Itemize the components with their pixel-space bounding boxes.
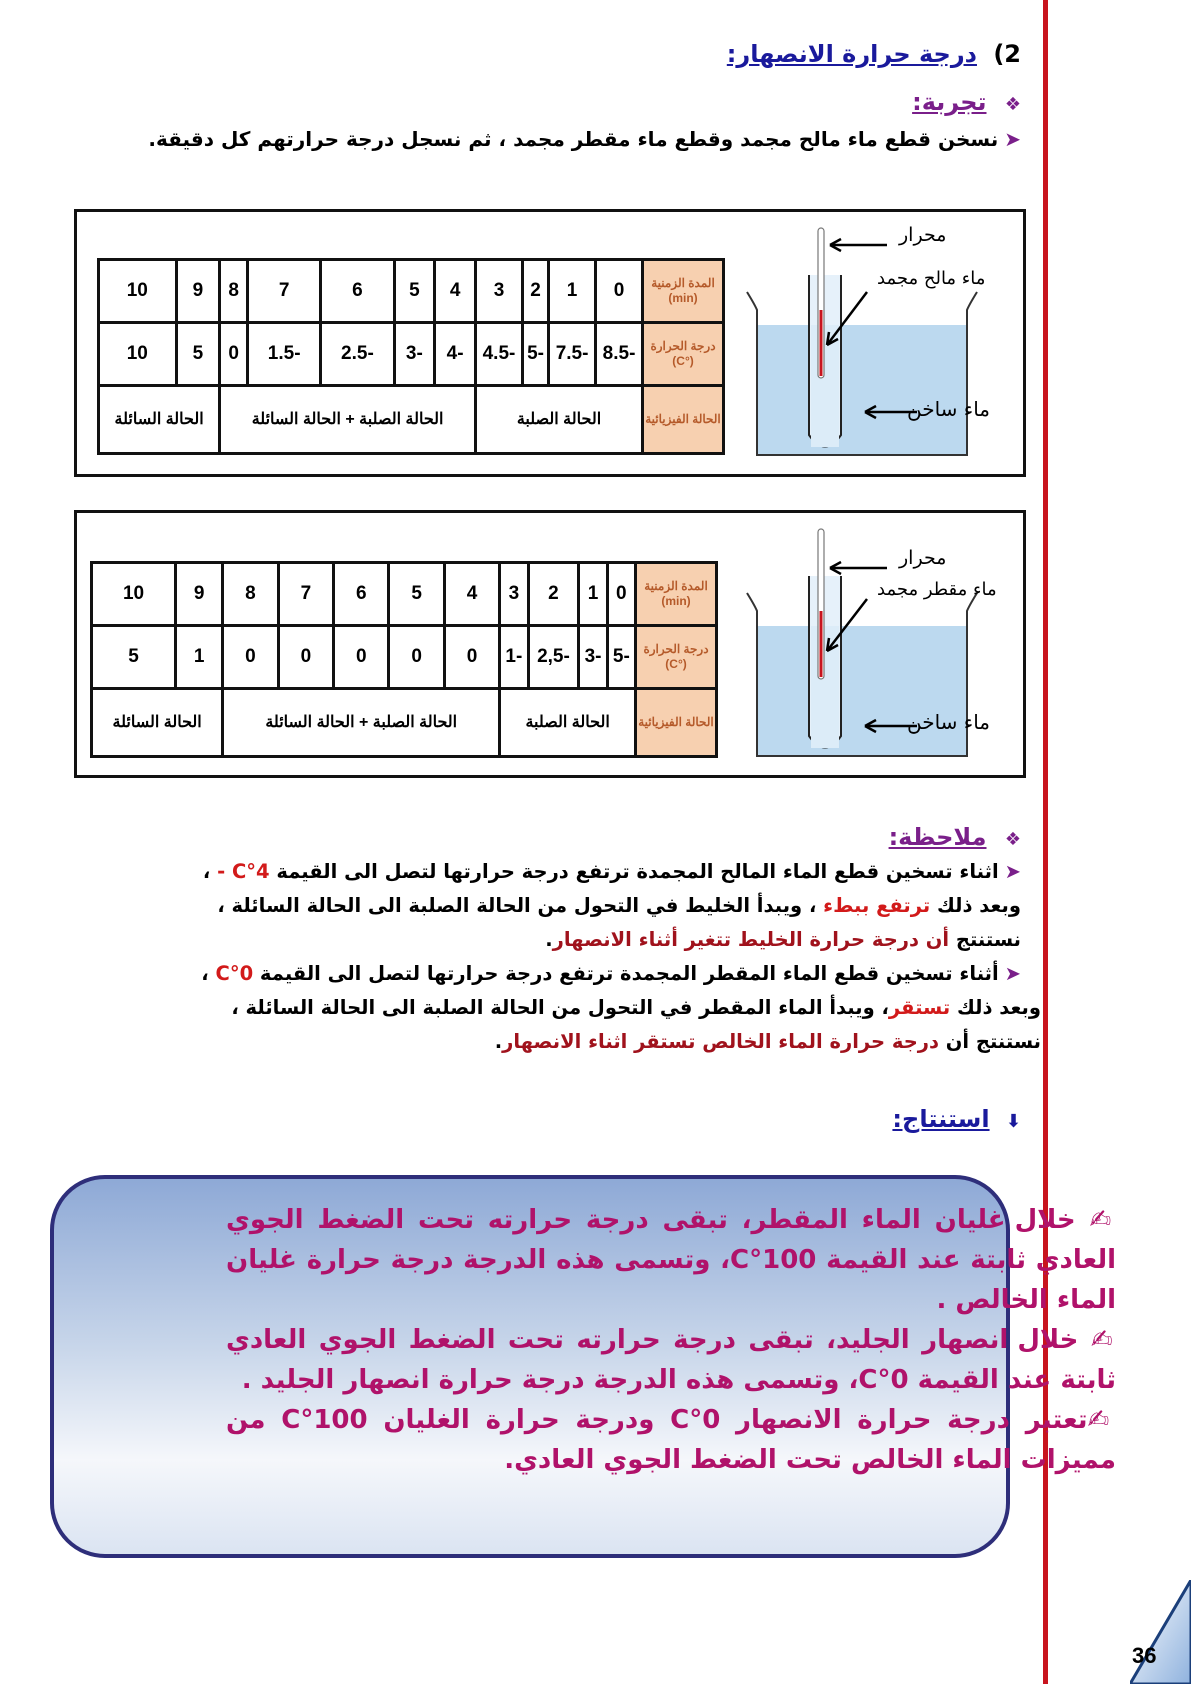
down-arrow-icon: ⬇ xyxy=(1005,1111,1021,1132)
table-cell: 4 xyxy=(444,563,499,626)
table-cell: 0 xyxy=(223,625,278,688)
highlight: درجة حرارة الماء الخالص تستقر اثناء الانصهار xyxy=(502,1030,939,1053)
experiment-panel-salt-water xyxy=(74,209,1026,477)
conclusion-heading xyxy=(892,1105,1021,1133)
table-cell: -2,5 xyxy=(528,625,579,688)
conclusion-item xyxy=(226,1200,1116,1320)
text: ، xyxy=(201,962,216,985)
observation-line-1 xyxy=(61,855,1021,888)
header-time: المدة الزمنية (min) xyxy=(643,260,724,323)
label-hot-water: ماء ساخن xyxy=(907,710,991,734)
experiment-heading-text: تجربة: xyxy=(912,88,987,116)
observation-line-6 xyxy=(61,1025,1041,1058)
text: أثناء تسخين قطع الماء المقطر المجمدة ترتفع درجة حرارتها لتصل الى القيمة xyxy=(253,962,999,985)
observation-line-2 xyxy=(61,889,1021,922)
table-cell: 0 xyxy=(278,625,333,688)
header-temp: درجة الحرارة (°C) xyxy=(643,322,724,385)
conclusion-item xyxy=(226,1400,1116,1480)
data-table-distilled-water xyxy=(90,561,718,758)
table-cell: 7 xyxy=(248,260,321,323)
arrow-bullet-icon: ➤ xyxy=(1004,127,1021,151)
table-cell: 2 xyxy=(528,563,579,626)
table-cell: 2 xyxy=(522,260,548,323)
pen-icon: ✍ xyxy=(1087,1405,1116,1435)
diamond-bullet-icon: ❖ xyxy=(1004,829,1021,850)
table-cell: 10 xyxy=(99,260,177,323)
highlight: أن درجة حرارة الخليط تتغير أثناء الانصهار xyxy=(552,928,950,951)
text: ، xyxy=(202,860,218,883)
section-number: 2) xyxy=(993,40,1021,68)
value-highlight: 4°C - xyxy=(217,860,270,883)
text: نستنتج أن xyxy=(938,1030,1041,1053)
table-cell: 10 xyxy=(92,563,176,626)
table-cell: 8 xyxy=(220,260,248,323)
table-cell: 5 xyxy=(176,322,220,385)
experiment-intro xyxy=(61,127,1021,151)
table-cell: 10 xyxy=(99,322,177,385)
beaker-diagram-icon xyxy=(737,220,1017,465)
table-cell: 1 xyxy=(176,625,223,688)
state-mix: الحالة الصلبة + الحالة السائلة xyxy=(220,385,476,453)
header-state: الحالة الفيزيائية xyxy=(643,385,724,453)
conclusion-item xyxy=(226,1320,1116,1400)
arrow-bullet-icon: ➤ xyxy=(1004,860,1021,883)
conclusion-item-text: تعتبر درجة حرارة الانصهار 0°C ودرجة حرارة الغليان 100°C من مميزات الماء الخالص تحت الضغط الجوي العادي. xyxy=(226,1405,1116,1475)
state-mix: الحالة الصلبة + الحالة السائلة xyxy=(223,688,500,756)
label-thermometer: محرار xyxy=(899,224,947,246)
conclusion-item-text: خلال غليان الماء المقطر، تبقى درجة حرارته تحت الضغط الجوي العادي ثابتة عند القيمة 100°C، وتسمى هذه الدرجة درجة حرارة غليان الماء الخالص . xyxy=(226,1205,1116,1315)
text: ، ويبدأ الخليط في التحول من الحالة الصلبة الى الحالة السائلة ، xyxy=(217,894,824,917)
highlight: ترتفع ببطء xyxy=(823,894,931,917)
value-highlight: 0°C xyxy=(215,962,254,985)
table-cell: 0 xyxy=(389,625,444,688)
observation-line-4 xyxy=(61,957,1021,990)
table-cell: -7.5 xyxy=(549,322,596,385)
data-table-salt-water xyxy=(97,258,725,455)
table-cell: -2.5 xyxy=(321,322,394,385)
label-hot-water: ماء ساخن xyxy=(907,397,991,421)
experiment-heading xyxy=(912,88,1021,116)
table-cell: 3 xyxy=(500,563,528,626)
state-liquid: الحالة السائلة xyxy=(92,688,223,756)
table-cell: -4.5 xyxy=(476,322,523,385)
table-cell: -5 xyxy=(522,322,548,385)
table-cell: 3 xyxy=(476,260,523,323)
table-cell: 5 xyxy=(394,260,435,323)
section-title xyxy=(727,40,1021,68)
text: وبعد ذلك xyxy=(950,996,1041,1019)
table-cell: 0 xyxy=(334,625,389,688)
highlight: تستقر xyxy=(888,996,951,1019)
pen-icon: ✍ xyxy=(1075,1205,1116,1235)
pen-icon: ✍ xyxy=(1078,1325,1116,1355)
header-state: الحالة الفيزيائية xyxy=(636,688,717,756)
table-cell: 6 xyxy=(334,563,389,626)
table-cell: -8.5 xyxy=(596,322,643,385)
diamond-bullet-icon: ❖ xyxy=(1004,94,1021,115)
state-liquid: الحالة السائلة xyxy=(99,385,220,453)
header-time: المدة الزمنية (min) xyxy=(636,563,717,626)
table-cell: 0 xyxy=(607,563,635,626)
arrow-bullet-icon: ➤ xyxy=(1004,962,1021,985)
experiment-panel-distilled-water xyxy=(74,510,1026,778)
table-cell: 1 xyxy=(579,563,607,626)
label-thermometer: محرار xyxy=(899,547,947,569)
state-solid: الحالة الصلبة xyxy=(500,688,636,756)
label-substance: ماء مقطر مجمد xyxy=(877,579,997,600)
table-cell: 5 xyxy=(389,563,444,626)
table-cell: -1.5 xyxy=(248,322,321,385)
state-solid: الحالة الصلبة xyxy=(476,385,643,453)
table-cell: -5 xyxy=(607,625,635,688)
text: وبعد ذلك xyxy=(930,894,1021,917)
text: نستنتج xyxy=(949,928,1021,951)
table-cell: 1 xyxy=(549,260,596,323)
page-number: 36 xyxy=(1132,1643,1157,1668)
conclusion-heading-text: استنتاج: xyxy=(892,1105,990,1133)
label-substance: ماء مالح مجمد xyxy=(877,268,986,289)
table-cell: 0 xyxy=(444,625,499,688)
table-cell: 0 xyxy=(596,260,643,323)
text: اثناء تسخين قطع الماء المالح المجمدة ترتفع درجة حرارتها لتصل الى القيمة xyxy=(269,860,999,883)
table-cell: 5 xyxy=(92,625,176,688)
table-cell: 9 xyxy=(176,260,220,323)
table-cell: 7 xyxy=(278,563,333,626)
table-cell: 6 xyxy=(321,260,394,323)
table-cell: -3 xyxy=(394,322,435,385)
header-temp: درجة الحرارة (°C) xyxy=(636,625,717,688)
table-cell: 0 xyxy=(220,322,248,385)
table-cell: 9 xyxy=(176,563,223,626)
text: . xyxy=(545,928,553,951)
table-cell: -4 xyxy=(435,322,476,385)
observation-line-5 xyxy=(61,991,1041,1024)
observation-heading xyxy=(889,823,1021,851)
table-cell: 8 xyxy=(223,563,278,626)
table-cell: -3 xyxy=(579,625,607,688)
conclusion-text xyxy=(226,1200,1116,1480)
table-cell: 4 xyxy=(435,260,476,323)
text: . xyxy=(494,1030,503,1053)
observation-heading-text: ملاحظة: xyxy=(888,823,987,851)
text: ، ويبدأ الماء المقطر في التحول من الحالة الصلبة الى الحالة السائلة ، xyxy=(231,996,889,1019)
conclusion-item-text: خلال انصهار الجليد، تبقى درجة حرارته تحت الضغط الجوي العادي ثابتة عند القيمة 0°C، وتسمى هذه الدرجة درجة حرارة انصهار الجليد . xyxy=(226,1325,1116,1395)
section-title-text: درجة حرارة الانصهار: xyxy=(726,40,977,68)
experiment-intro-text: نسخن قطع ماء مالح مجمد وقطع ماء مقطر مجمد ، ثم نسجل درجة حرارتهم كل دقيقة. xyxy=(148,127,999,151)
observation-line-3 xyxy=(61,923,1021,956)
table-cell: -1 xyxy=(500,625,528,688)
